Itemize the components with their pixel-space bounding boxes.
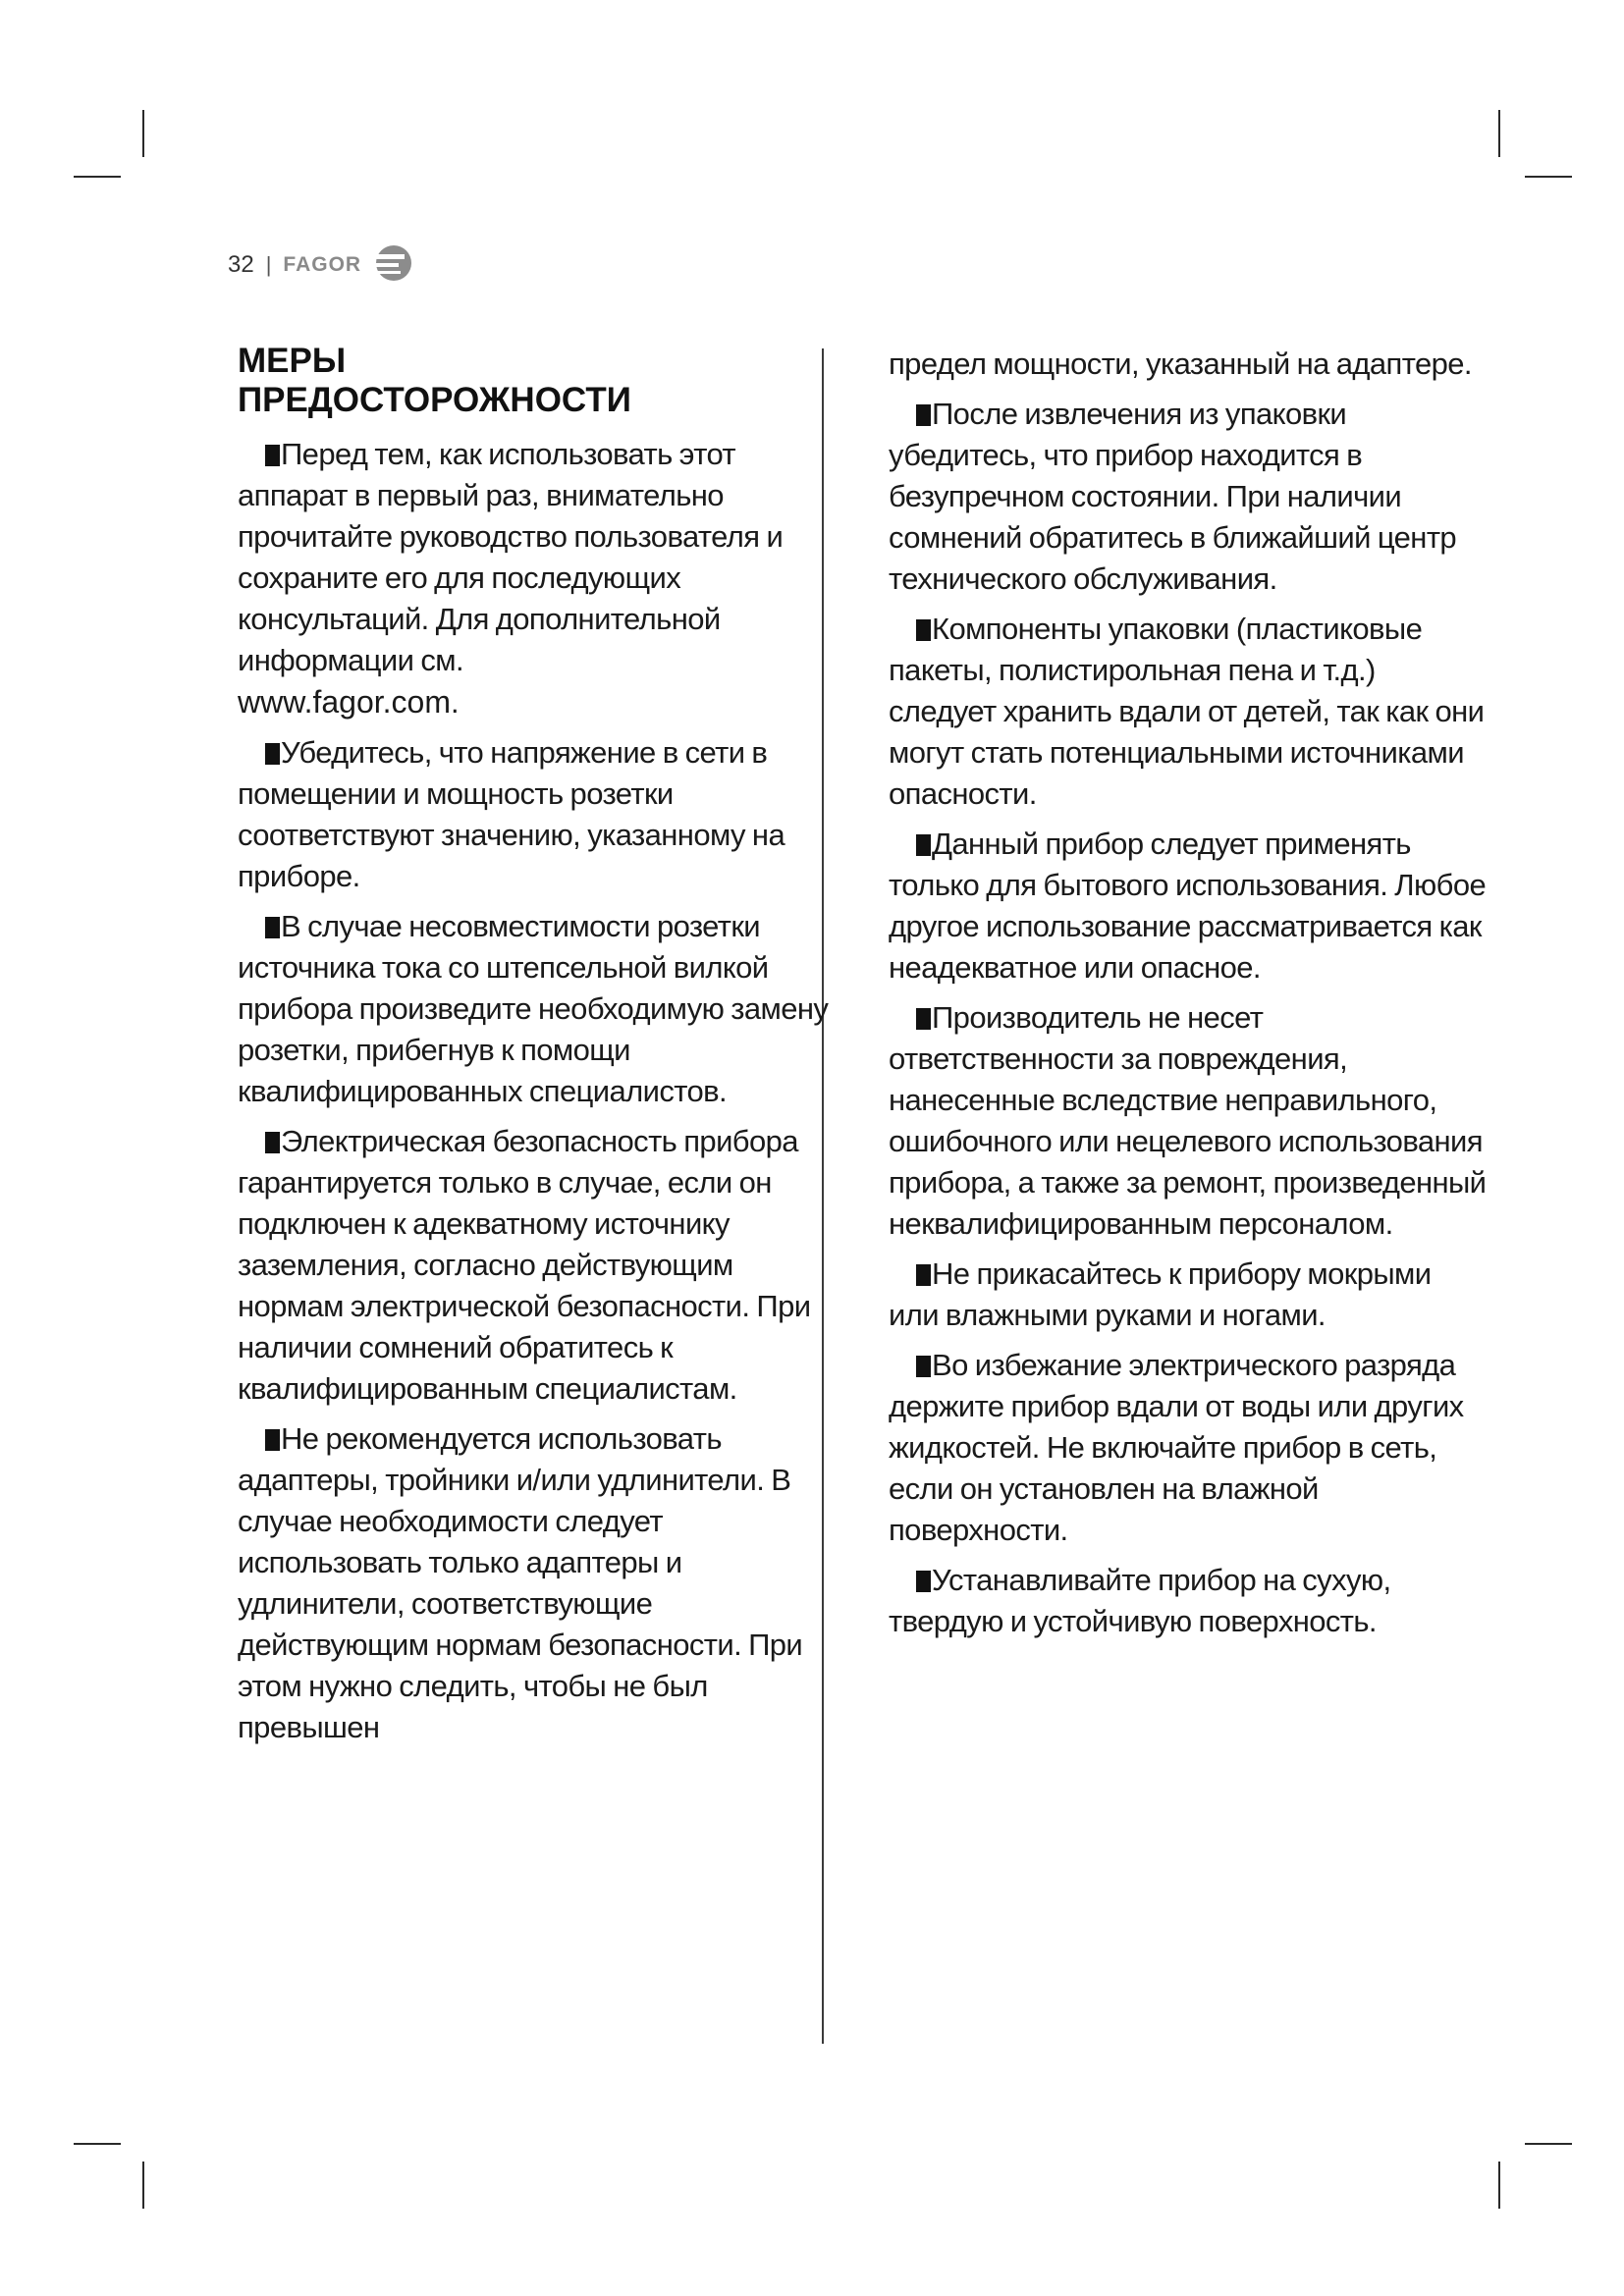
paragraph-text: Во избежание электрического разряда держите прибор вдали от воды или других жидкостей. Не включайте прибор в сеть, если он установлен на влажной поверхности. xyxy=(889,1348,1464,1547)
paragraph-text: Не рекомендуется использовать адаптеры, тройники и/или удлинители. В случае необходимости следует использовать только адаптеры и удлинители, соответствующие действующим нормам безопасности. При этом нужно следить, чтобы не был превышен xyxy=(238,1421,803,1744)
paragraph-text: Устанавливайте прибор на сухую, твердую и устойчивую поверхность. xyxy=(889,1563,1391,1638)
fagor-logo-icon xyxy=(369,243,414,288)
paragraph-text: Производитель не несет ответственности за повреждения, нанесенные вследствие неправильного, ошибочного или нецелевого использования прибора, а также за ремонт, произведенный неквалифицированным персоналом. xyxy=(889,1000,1487,1241)
bullet-square-icon xyxy=(265,1132,280,1153)
bullet-square-icon xyxy=(916,404,931,426)
paragraph xyxy=(889,609,1488,815)
crop-mark xyxy=(74,176,121,178)
brand-name: FAGOR xyxy=(283,253,362,276)
bullet-square-icon xyxy=(916,1571,931,1592)
crop-mark xyxy=(142,110,144,157)
header-separator: | xyxy=(265,252,272,277)
crop-mark xyxy=(1525,176,1572,178)
url-suffix: . xyxy=(450,685,459,720)
paragraph-text: Перед тем, как использовать этот аппарат в первый раз, внимательно прочитайте руководство пользователя и сохраните его для последующих консультаций. Для дополнительной информации см. xyxy=(238,437,784,677)
website-link[interactable]: www.fagor.com xyxy=(238,684,451,720)
crop-mark xyxy=(1498,2162,1500,2209)
title-line-1: МЕРЫ xyxy=(238,342,347,380)
page-number: 32 xyxy=(228,251,254,278)
bullet-square-icon xyxy=(916,834,931,856)
bullet-square-icon xyxy=(916,1008,931,1030)
paragraph-text: Электрическая безопасность прибора гарантируется только в случае, если он подключен к адекватному источнику заземления, согласно действующим нормам электрической безопасности. При наличии сомнений обратитесь к квалифицированным специалистам. xyxy=(238,1124,811,1406)
crop-mark xyxy=(142,2162,144,2209)
bullet-square-icon xyxy=(916,1356,931,1377)
paragraph xyxy=(889,997,1488,1245)
paragraph-text: Данный прибор следует применять только для бытового использования. Любое другое использование рассматривается как неадекватное или опасное. xyxy=(889,827,1487,985)
bullet-square-icon xyxy=(265,917,280,938)
bullet-square-icon xyxy=(265,1429,280,1451)
paragraph xyxy=(238,434,837,723)
bullet-square-icon xyxy=(265,445,280,466)
paragraph xyxy=(889,1345,1488,1551)
paragraph-text: Компоненты упаковки (пластиковые пакеты, полистирольная пена и т.д.) следует хранить вдали от детей, так как они могут стать потенциальными источниками опасности. xyxy=(889,612,1485,811)
paragraph xyxy=(889,1254,1488,1336)
paragraph xyxy=(238,1418,837,1748)
paragraph-text: Убедитесь, что напряжение в сети в помещении и мощность розетки соответствуют значению, указанному на приборе. xyxy=(238,735,785,893)
page-title xyxy=(238,342,837,420)
paragraph-text: После извлечения из упаковки убедитесь, что прибор находится в безупречном состоянии. При наличии сомнений обратитесь в ближайший центр технического обслуживания. xyxy=(889,397,1457,596)
right-column xyxy=(889,344,1488,1651)
paragraph-text: В случае несовместимости розетки источника тока со штепсельной вилкой прибора произведите необходимую замену розетки, прибегнув к помощи квалифицированных специалистов. xyxy=(238,909,829,1108)
crop-mark xyxy=(1525,2143,1572,2145)
bullet-square-icon xyxy=(916,1264,931,1286)
bullet-square-icon xyxy=(265,743,280,765)
page-header xyxy=(228,245,414,285)
left-column xyxy=(238,342,837,1757)
paragraph xyxy=(889,1560,1488,1642)
paragraph xyxy=(889,824,1488,988)
title-line-2: ПРЕДОСТОРОЖНОСТИ xyxy=(238,381,631,419)
paragraph-text: Не прикасайтесь к прибору мокрыми или влажными руками и ногами. xyxy=(889,1256,1432,1332)
paragraph xyxy=(238,732,837,897)
crop-mark xyxy=(74,2143,121,2145)
paragraph xyxy=(238,906,837,1112)
paragraph-continuation: предел мощности, указанный на адаптере. xyxy=(889,347,1472,381)
paragraph xyxy=(889,394,1488,600)
paragraph xyxy=(238,1121,837,1410)
crop-mark xyxy=(1498,110,1500,157)
bullet-square-icon xyxy=(916,619,931,641)
